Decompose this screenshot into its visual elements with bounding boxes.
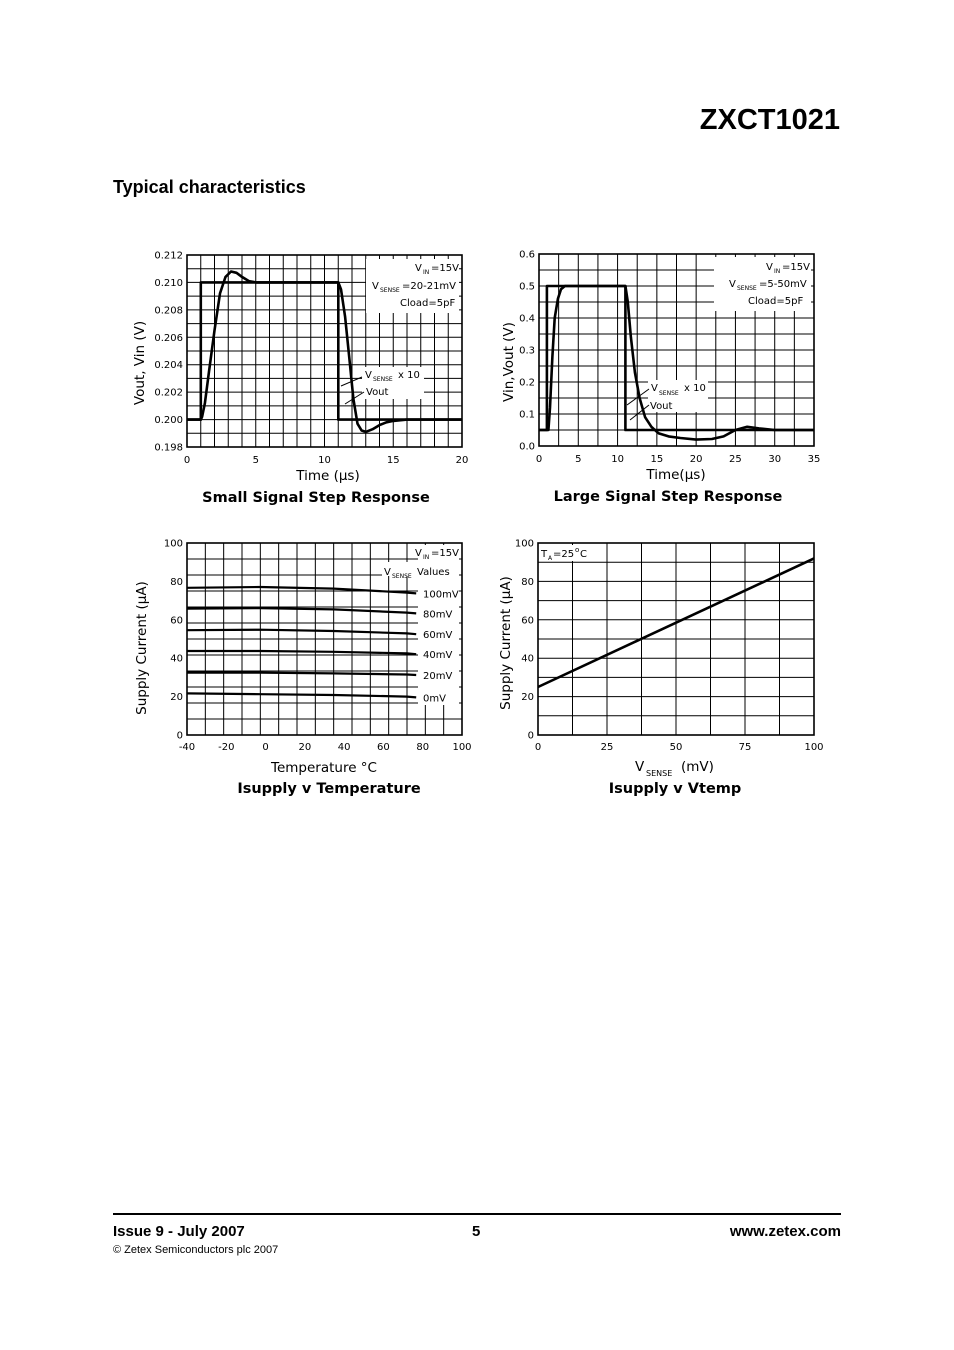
temp-y-tick-label: 80: [170, 576, 183, 588]
temp-series-line-3: [187, 651, 416, 654]
large-x-tick-label: 0: [535, 454, 543, 465]
large-trace-vsense-v: V: [651, 383, 658, 394]
temp-x-tick-label: 100: [452, 742, 472, 753]
temp-vsense-header: Values: [417, 567, 450, 578]
large-y-tick-label: 0.4: [519, 313, 535, 325]
large-vin-sub: IN: [774, 268, 781, 275]
temp-xlabel: Temperature °C: [271, 760, 377, 776]
large-vin-v: V: [766, 262, 773, 273]
footer-page-number: 5: [472, 1223, 481, 1240]
large-title: Large Signal Step Response: [553, 489, 783, 505]
vsense-y-tick-label: 60: [521, 615, 534, 627]
small-vin-v: V: [415, 263, 422, 274]
large-cload: Cload=5pF: [748, 296, 804, 307]
vsense-ta-t: T: [541, 549, 548, 560]
small-vsense-sub: SENSE: [380, 287, 400, 294]
small-y-tick-label: 0.208: [154, 305, 183, 317]
vsense-ta-sub: A: [548, 555, 553, 562]
footer-website-link[interactable]: www.zetex.com: [729, 1223, 841, 1240]
large-ylabel: Vin,Vout (V): [501, 322, 517, 402]
small-y-tick-label: 0.198: [154, 442, 183, 454]
temp-x-tick-label: 40: [337, 742, 351, 753]
large-vsense-value: =5-50mV: [759, 279, 807, 290]
vsense-ylabel: Supply Current (µA): [498, 576, 514, 710]
temp-series-label: 80mV: [423, 609, 453, 621]
large-signal-chart: [495, 240, 830, 515]
large-vsense-v: V: [729, 279, 736, 290]
temp-x-tick-label: -40: [178, 742, 196, 753]
temp-x-tick-label: 60: [377, 742, 390, 753]
vsense-y-tick-label: 80: [521, 576, 534, 588]
large-y-tick-label: 0.2: [519, 377, 535, 389]
small-ylabel: Vout, Vin (V): [132, 320, 148, 406]
small-vin-value: =15V: [431, 263, 459, 274]
vsense-ta-degree: o: [575, 546, 580, 554]
vsense-annotations: [540, 545, 592, 562]
vsense-x-tick-label: 50: [669, 742, 683, 753]
vsense-ticks: [515, 539, 824, 754]
vsense-y-tick-label: 40: [521, 653, 534, 665]
temp-x-tick-label: -20: [218, 742, 235, 753]
temp-series-label: 60mV: [423, 630, 453, 642]
small-x-tick-label: 20: [455, 455, 469, 466]
large-vsense-sub: SENSE: [737, 285, 757, 292]
temp-y-tick-label: 40: [170, 653, 183, 665]
large-x-tick-label: 5: [575, 454, 582, 465]
small-y-tick-label: 0.212: [154, 250, 183, 262]
large-xlabel: Time(µs): [646, 467, 706, 483]
large-trace-vsense-sub: SENSE: [659, 390, 679, 397]
large-annotations: [627, 257, 811, 420]
temp-series-line-4: [187, 673, 416, 675]
temp-series-line-2: [187, 630, 416, 635]
small-x-tick-label: 0: [183, 455, 191, 466]
vsense-chart: [495, 530, 830, 805]
temp-ylabel: Supply Current (µA): [134, 581, 150, 715]
vsense-ta-unit: C: [580, 549, 587, 560]
footer-issue: Issue 9 - July 2007: [113, 1223, 245, 1240]
temp-series-label: 40mV: [423, 650, 453, 662]
temp-vin-value: =15V: [431, 548, 459, 559]
temp-series-line-5: [187, 693, 416, 697]
small-trace-vsense-v: V: [365, 370, 372, 381]
large-x-tick-label: 25: [729, 454, 742, 465]
temp-y-tick-label: 60: [170, 615, 183, 627]
vsense-x-tick-label: 0: [534, 742, 542, 753]
temp-x-tick-label: 80: [416, 742, 430, 753]
small-trace-vout-label: Vout: [366, 387, 389, 398]
small-annotations: [341, 259, 459, 404]
small-cload: Cload=5pF: [400, 298, 456, 309]
temp-traces: [187, 587, 416, 697]
large-trace-vout-label: Vout: [650, 401, 673, 412]
small-y-tick-label: 0.202: [154, 387, 183, 399]
small-vsense-v: V: [372, 281, 379, 292]
vsense-xlabel-sub: SENSE: [646, 769, 673, 778]
vsense-y-tick-label: 0: [527, 730, 534, 742]
temp-y-tick-label: 20: [170, 692, 183, 704]
footer-copyright: © Zetex Semiconductors plc 2007: [113, 1244, 279, 1256]
small-x-tick-label: 10: [318, 455, 331, 466]
temp-title: Isupply v Temperature: [237, 781, 421, 797]
large-x-tick-label: 15: [650, 454, 664, 465]
large-x-tick-label: 20: [689, 454, 703, 465]
large-y-tick-label: 0.3: [519, 345, 535, 357]
temp-x-tick-label: 0: [262, 742, 269, 753]
vsense-xlabel: (mV): [681, 759, 714, 775]
small-trace-vsense-sub: SENSE: [373, 376, 393, 383]
small-xlabel: Time (µs): [296, 468, 360, 484]
large-y-tick-label: 0.1: [519, 409, 535, 421]
small-y-tick-label: 0.204: [154, 360, 183, 372]
temp-y-tick-label: 0: [176, 730, 183, 742]
small-vsense-value: =20-21mV: [402, 281, 457, 292]
temperature-chart: [125, 530, 475, 805]
small-x-tick-label: 15: [386, 455, 400, 466]
vsense-title: Isupply v Vtemp: [608, 781, 742, 797]
temp-vin-sub: IN: [423, 554, 430, 561]
temp-vsense-v: V: [384, 567, 391, 578]
vsense-y-tick-label: 100: [514, 538, 534, 550]
large-x-tick-label: 35: [807, 454, 821, 465]
temp-series-line-1: [187, 608, 416, 613]
temp-vsense-sub: SENSE: [392, 573, 412, 580]
section-title: Typical characteristics: [113, 177, 306, 197]
large-trace-vsense-scale: x 10: [684, 383, 706, 394]
vsense-x-tick-label: 25: [600, 742, 614, 753]
small-signal-chart: [125, 240, 475, 515]
large-x-tick-label: 30: [768, 454, 782, 465]
temp-y-tick-label: 100: [163, 538, 183, 550]
small-x-tick-label: 5: [252, 455, 259, 466]
large-y-tick-label: 0.6: [519, 249, 535, 261]
small-vin-sub: IN: [423, 269, 430, 276]
vsense-ta-value: =25: [553, 549, 575, 560]
temp-series-line-0: [187, 587, 416, 593]
small-y-tick-label: 0.200: [154, 415, 183, 427]
small-title: Small Signal Step Response: [202, 490, 430, 506]
temp-series-label: 0mV: [423, 693, 446, 705]
large-y-tick-label: 0.0: [519, 441, 535, 453]
small-trace-vsense-scale: x 10: [398, 370, 420, 381]
temp-vin-v: V: [415, 548, 422, 559]
large-y-tick-label: 0.5: [519, 281, 535, 293]
vsense-x-tick-label: 75: [738, 742, 752, 753]
vsense-x-tick-label: 100: [804, 742, 824, 753]
small-y-tick-label: 0.210: [154, 277, 183, 289]
small-y-tick-label: 0.206: [154, 332, 183, 344]
temp-series-label: 20mV: [423, 671, 453, 682]
vsense-grid: [538, 543, 814, 735]
footer-rule: [113, 1213, 841, 1215]
large-vin-value: =15V: [782, 262, 810, 273]
large-x-tick-label: 10: [611, 454, 624, 465]
vsense-y-tick-label: 20: [521, 692, 534, 704]
part-number: ZXCT1021: [699, 104, 840, 136]
temp-series-label: 100mV: [423, 589, 459, 601]
temp-x-tick-label: 20: [298, 742, 312, 753]
vsense-xlabel-v: V: [635, 759, 645, 775]
